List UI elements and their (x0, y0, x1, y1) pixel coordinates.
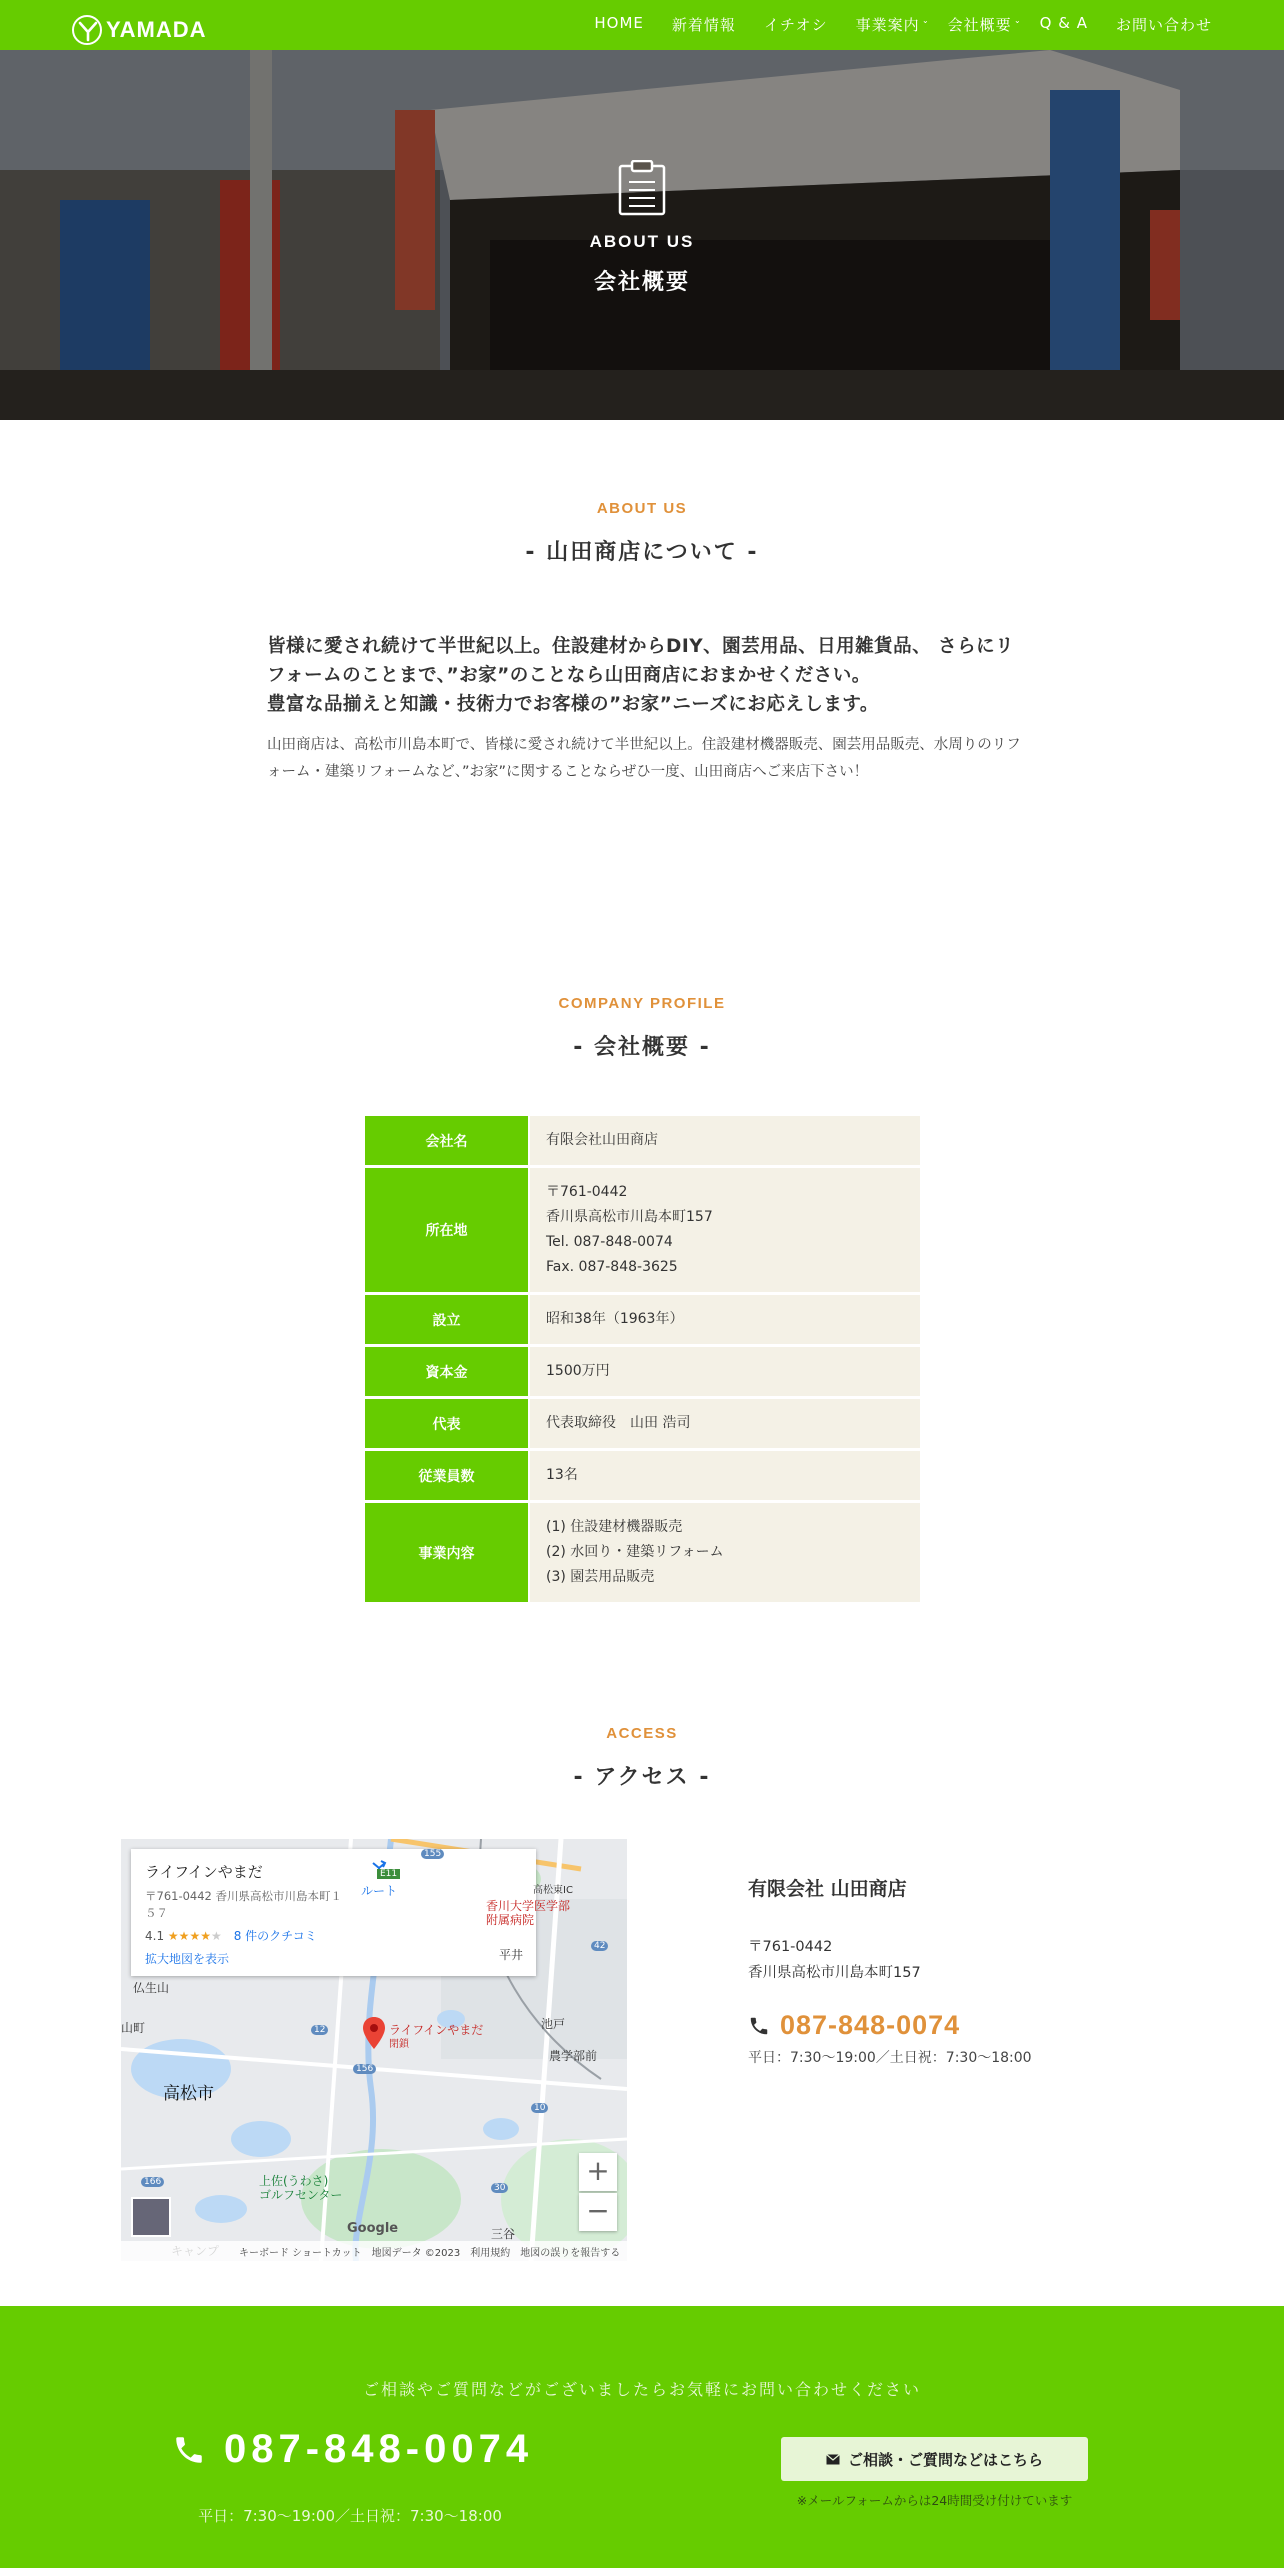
map-place-card (131, 1849, 536, 1976)
row-label: 設立 (365, 1295, 530, 1344)
row-value: 昭和38年（1963年） (530, 1295, 920, 1344)
mie-label: 三谷 (491, 2227, 516, 2241)
access-hours: 平日：7:30〜19:00／土日祝：7:30〜18:00 (748, 2050, 1032, 2066)
cta-note: ※メールフォームからは24時間受け付けています (796, 2493, 1073, 2508)
access-zip: 〒761-0442 (748, 1939, 833, 1955)
road-badge: E11 (377, 1869, 400, 1879)
chevron-down-icon: ⌄ (1013, 16, 1022, 25)
nogakubu-label: 農学部前 (549, 2049, 598, 2063)
nav-news[interactable]: 新着情報 (671, 16, 736, 34)
google-map[interactable] (121, 1839, 627, 2261)
profile-title: - 会社概要 - (573, 1035, 711, 1060)
marker-status: 閉鎖 (389, 2039, 409, 2050)
road-badge: 155 (421, 1849, 444, 1859)
satellite-toggle[interactable] (131, 2197, 171, 2237)
reviews-link[interactable]: 8 件のクチコミ (233, 1929, 317, 1943)
map-footer[interactable]: キーボード ショートカット 地図データ ©2023 利用規約 地図の誤りを報告する (121, 2241, 627, 2261)
road-badge: 166 (141, 2177, 164, 2187)
route-button[interactable] (361, 1859, 397, 1899)
nav-home[interactable]: HOME (594, 14, 644, 32)
hospital-label: 香川大学医学部 附属病院 (486, 1899, 571, 1927)
zoom-in-button[interactable]: + (579, 2153, 617, 2191)
route-label: ルート (361, 1884, 398, 1898)
access-address (748, 1934, 921, 1986)
nav-contact[interactable]: お問い合わせ (1115, 16, 1212, 34)
about-eyebrow: ABOUT US (596, 500, 688, 517)
phone-icon (748, 2015, 770, 2037)
hero-subtitle: ABOUT US (589, 232, 695, 251)
row-label: 事業内容 (365, 1503, 530, 1602)
nav-qa[interactable]: Q & A (1039, 14, 1088, 32)
place-rating (145, 1927, 522, 1944)
mail-icon (826, 2454, 840, 2465)
access-eyebrow: ACCESS (606, 1725, 678, 1742)
nav-company-label: 会社概要 (947, 16, 1012, 34)
contact-form-button[interactable] (781, 2437, 1088, 2481)
table-row (365, 1347, 920, 1396)
chevron-down-icon: ⌄ (921, 16, 930, 25)
zoom-out-button[interactable]: − (579, 2193, 617, 2231)
contact-form-button-label: ご相談・ご質問などはこちら (847, 2450, 1043, 2469)
logo-text: YAMADA (106, 17, 207, 42)
top-nav (0, 0, 1284, 50)
phone-icon (172, 2433, 206, 2467)
row-value: 有限会社山田商店 (530, 1116, 920, 1165)
nav-business[interactable] (855, 14, 930, 35)
logo-mark-icon (72, 15, 102, 45)
cta-phone[interactable] (172, 2427, 533, 2472)
marker-label: ライフインやまだ (389, 2023, 484, 2037)
ikenobe-label: 池戸 (541, 2017, 566, 2031)
row-label: 従業員数 (365, 1451, 530, 1500)
table-row (365, 1295, 920, 1344)
google-logo: Google (347, 2221, 399, 2236)
city-label: 高松市 (163, 2084, 214, 2104)
ic-label: 高松東IC (533, 1885, 573, 1896)
road-badge: 42 (591, 1941, 608, 1951)
access-title: - アクセス - (573, 1765, 711, 1790)
about-title: - 山田商店について - (525, 540, 759, 565)
rating-value: 4.1 (145, 1929, 165, 1943)
access-company: 有限会社 山田商店 (748, 1878, 907, 1900)
cta-phone-number[interactable]: 087-848-0074 (224, 2427, 534, 2471)
nav-business-label: 事業案内 (855, 16, 920, 34)
access-street: 香川県高松市川島本町157 (748, 1965, 921, 1981)
road-badge: 30 (491, 2183, 508, 2193)
star-empty-icon: ★ (210, 1929, 222, 1943)
nav-recommend[interactable]: イチオシ (763, 16, 828, 34)
place-name: ライフインやまだ (145, 1863, 263, 1881)
nav-company[interactable] (947, 14, 1022, 35)
map-pin-icon[interactable] (362, 2016, 386, 2050)
road-badge: 10 (531, 2103, 548, 2113)
table-row (365, 1168, 920, 1292)
company-profile-table (365, 1113, 920, 1605)
road-badge: 12 (311, 2025, 328, 2035)
row-value: 1500万円 (530, 1347, 920, 1396)
row-label: 資本金 (365, 1347, 530, 1396)
access-phone-number[interactable]: 087-848-0074 (780, 2010, 961, 2040)
hero-title: 会社概要 (593, 270, 690, 295)
road-badge: 156 (353, 2064, 376, 2074)
clipboard-icon (617, 160, 667, 216)
butsusho-label: 仏生山 (133, 1981, 170, 1995)
contact-cta (0, 2306, 1284, 2568)
table-row (365, 1116, 920, 1165)
about-lead: 皆様に愛され続けて半世紀以上。住設建材からDIY、園芸用品、日用雑貨品、 さらにリフォームのことまで、”お家”のことなら山田商店におまかせください。 豊富な品揃えと知識・技術力でお客様の”お家”ニーズにお応えします。 (267, 636, 1015, 715)
table-row (365, 1399, 920, 1448)
cta-lead: ご相談やご質問などがございましたらお気軽にお問い合わせください (362, 2380, 921, 2399)
yama-label: 山町 (121, 2021, 146, 2035)
place-address: 〒761-0442 香川県高松市川島本町１５７ (145, 1889, 343, 1920)
access-phone[interactable] (748, 2010, 960, 2041)
about-body: 山田商店は、高松市川島本町で、皆様に愛され続けて半世紀以上。住設建材機器販売、園芸用品販売、水周りのリフォーム・建築リフォームなど、”お家”に関することならぜひ一度、山田商店へご来店下さい！ (267, 737, 1021, 780)
cta-hours: 平日：7:30〜19:00／土日祝：7:30〜18:00 (198, 2507, 502, 2525)
row-label: 代表 (365, 1399, 530, 1448)
star-rating-icon: ★★★★ (167, 1929, 211, 1943)
hero-banner (0, 50, 1284, 420)
row-value: 13名 (530, 1451, 920, 1500)
row-value: (1) 住設建材機器販売 (2) 水回り・建築リフォーム (3) 園芸用品販売 (530, 1503, 920, 1602)
table-row (365, 1451, 920, 1500)
row-value: 〒761-0442 香川県高松市川島本町157 Tel. 087-848-0074 Fax. 087-848-3625 (530, 1168, 920, 1292)
row-label: 所在地 (365, 1168, 530, 1292)
golf-label: 上佐(うわさ) ゴルフセンター (259, 2174, 343, 2202)
hirai-label: 平井 (499, 1948, 524, 1962)
enlarge-map-link[interactable]: 拡大地図を表示 (145, 1952, 230, 1966)
table-row (365, 1503, 920, 1602)
profile-eyebrow: COMPANY PROFILE (558, 995, 726, 1012)
row-label: 会社名 (365, 1116, 530, 1165)
logo[interactable] (72, 15, 207, 45)
row-value: 代表取締役 山田 浩司 (530, 1399, 920, 1448)
